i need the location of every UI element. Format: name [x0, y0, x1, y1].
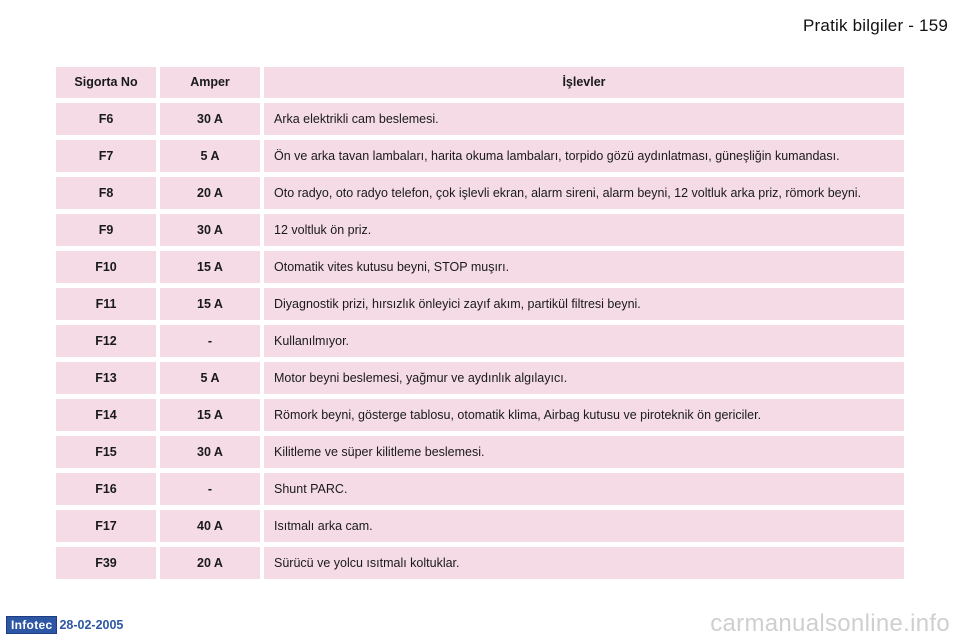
- table-row: [56, 140, 904, 172]
- function-cell: Sürücü ve yolcu ısıtmalı koltuklar.: [264, 547, 904, 579]
- infotec-logo: Infotec: [6, 616, 57, 634]
- amper-cell: -: [160, 473, 260, 505]
- function-cell: Ön ve arka tavan lambaları, harita okuma lambaları, torpido gözü aydınlatması, güneşliğin kumandası.: [264, 140, 904, 172]
- fuse-number-cell: F13: [56, 362, 156, 394]
- table-row: [56, 436, 904, 468]
- footer-date: 28-02-2005: [59, 618, 124, 632]
- table-row: [56, 288, 904, 320]
- amper-cell: 5 A: [160, 362, 260, 394]
- fuse-number-cell: F15: [56, 436, 156, 468]
- function-cell: Kullanılmıyor.: [264, 325, 904, 357]
- function-cell: Oto radyo, oto radyo telefon, çok işlevli ekran, alarm sireni, alarm beyni, 12 voltluk arka priz, römork beyni.: [264, 177, 904, 209]
- function-cell: Kilitleme ve süper kilitleme beslemesi.: [264, 436, 904, 468]
- fuse-number-cell: F39: [56, 547, 156, 579]
- amper-cell: 20 A: [160, 177, 260, 209]
- amper-cell: -: [160, 325, 260, 357]
- function-cell: Römork beyni, gösterge tablosu, otomatik klima, Airbag kutusu ve piroteknik ön gericiler.: [264, 399, 904, 431]
- amper-cell: 15 A: [160, 251, 260, 283]
- column-header-amper: Amper: [160, 67, 260, 98]
- fuse-number-cell: F11: [56, 288, 156, 320]
- watermark: carmanualsonline.info: [710, 610, 950, 637]
- function-cell: Motor beyni beslemesi, yağmur ve aydınlık algılayıcı.: [264, 362, 904, 394]
- function-cell: Otomatik vites kutusu beyni, STOP muşırı.: [264, 251, 904, 283]
- page-title: Pratik bilgiler - 159: [803, 16, 948, 35]
- fuse-number-cell: F16: [56, 473, 156, 505]
- column-header-functions: İşlevler: [264, 67, 904, 98]
- fuse-number-cell: F14: [56, 399, 156, 431]
- function-cell: 12 voltluk ön priz.: [264, 214, 904, 246]
- fuse-number-cell: F17: [56, 510, 156, 542]
- table-row: [56, 214, 904, 246]
- function-cell: Shunt PARC.: [264, 473, 904, 505]
- function-cell: Isıtmalı arka cam.: [264, 510, 904, 542]
- amper-cell: 40 A: [160, 510, 260, 542]
- table-row: [56, 547, 904, 579]
- table-row: [56, 177, 904, 209]
- amper-cell: 15 A: [160, 288, 260, 320]
- table-row: [56, 399, 904, 431]
- table-row: [56, 362, 904, 394]
- fuse-table: [56, 67, 904, 584]
- table-row: [56, 473, 904, 505]
- table-row: [56, 251, 904, 283]
- amper-cell: 30 A: [160, 103, 260, 135]
- amper-cell: 30 A: [160, 436, 260, 468]
- table-header-row: [56, 67, 904, 98]
- fuse-number-cell: F10: [56, 251, 156, 283]
- table-row: [56, 103, 904, 135]
- fuse-number-cell: F8: [56, 177, 156, 209]
- column-header-fuse-no: Sigorta No: [56, 67, 156, 98]
- amper-cell: 30 A: [160, 214, 260, 246]
- function-cell: Diyagnostik prizi, hırsızlık önleyici zayıf akım, partikül filtresi beyni.: [264, 288, 904, 320]
- amper-cell: 15 A: [160, 399, 260, 431]
- fuse-number-cell: F6: [56, 103, 156, 135]
- fuse-number-cell: F12: [56, 325, 156, 357]
- fuse-number-cell: F7: [56, 140, 156, 172]
- table-row: [56, 325, 904, 357]
- amper-cell: 20 A: [160, 547, 260, 579]
- table-row: [56, 510, 904, 542]
- function-cell: Arka elektrikli cam beslemesi.: [264, 103, 904, 135]
- footer: [6, 616, 123, 634]
- fuse-number-cell: F9: [56, 214, 156, 246]
- amper-cell: 5 A: [160, 140, 260, 172]
